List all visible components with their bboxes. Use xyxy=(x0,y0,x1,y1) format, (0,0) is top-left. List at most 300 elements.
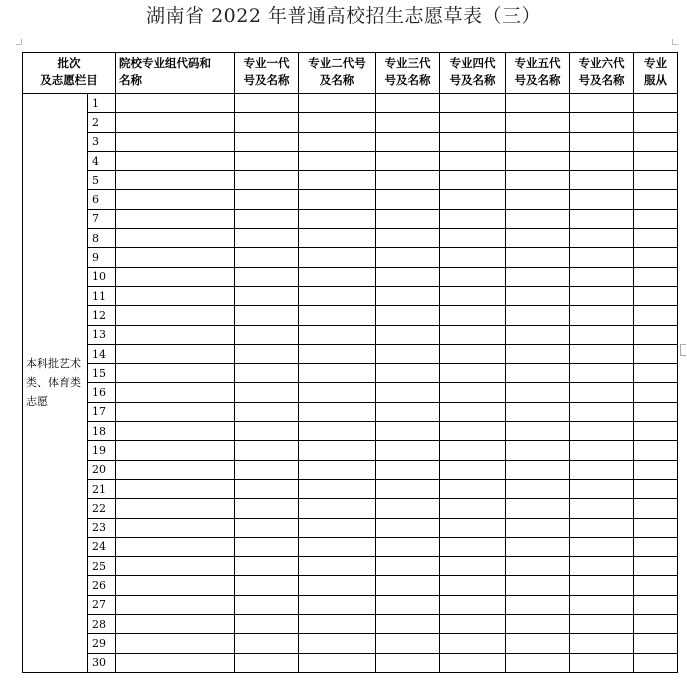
row-number: 26 xyxy=(88,576,116,595)
major2-cell[interactable] xyxy=(299,248,376,267)
major6-cell[interactable] xyxy=(570,306,634,325)
major3-cell[interactable] xyxy=(376,634,440,653)
row-number: 22 xyxy=(88,499,116,518)
major6-cell[interactable] xyxy=(570,499,634,518)
major3-cell[interactable] xyxy=(376,94,440,113)
school-cell[interactable] xyxy=(116,634,235,653)
school-cell[interactable] xyxy=(116,557,235,576)
major2-cell[interactable] xyxy=(299,479,376,498)
header-batch: 批次 及志愿栏目 xyxy=(23,53,116,94)
major6-cell[interactable] xyxy=(570,422,634,441)
school-cell[interactable] xyxy=(116,132,235,151)
obey-cell[interactable] xyxy=(634,518,678,537)
school-cell[interactable] xyxy=(116,576,235,595)
row-number: 23 xyxy=(88,518,116,537)
row-number: 7 xyxy=(88,209,116,228)
school-cell[interactable] xyxy=(116,460,235,479)
obey-cell[interactable] xyxy=(634,422,678,441)
major5-cell[interactable] xyxy=(506,229,570,248)
obey-cell[interactable] xyxy=(634,94,678,113)
table-row xyxy=(23,344,678,363)
major5-cell[interactable] xyxy=(506,402,570,421)
major4-cell[interactable] xyxy=(440,537,506,556)
obey-cell[interactable] xyxy=(634,441,678,460)
major1-cell[interactable] xyxy=(235,383,299,402)
obey-cell[interactable] xyxy=(634,402,678,421)
obey-cell[interactable] xyxy=(634,595,678,614)
major4-cell[interactable] xyxy=(440,595,506,614)
table-row xyxy=(23,576,678,595)
school-cell[interactable] xyxy=(116,325,235,344)
table-row xyxy=(23,267,678,286)
major6-cell[interactable] xyxy=(570,557,634,576)
major3-cell[interactable] xyxy=(376,267,440,286)
table-row xyxy=(23,209,678,228)
row-number: 30 xyxy=(88,653,116,672)
school-cell[interactable] xyxy=(116,344,235,363)
major3-cell[interactable] xyxy=(376,499,440,518)
table-row xyxy=(23,364,678,383)
major5-cell[interactable] xyxy=(506,499,570,518)
major1-cell[interactable] xyxy=(235,634,299,653)
row-number: 5 xyxy=(88,171,116,190)
major5-cell[interactable] xyxy=(506,615,570,634)
major3-cell[interactable] xyxy=(376,557,440,576)
header-major2: 专业二代号 及名称 xyxy=(299,53,376,94)
major2-cell[interactable] xyxy=(299,653,376,672)
table-row xyxy=(23,634,678,653)
major1-cell[interactable] xyxy=(235,229,299,248)
major5-cell[interactable] xyxy=(506,209,570,228)
crop-mark-top-right xyxy=(672,39,678,45)
school-cell[interactable] xyxy=(116,306,235,325)
obey-cell[interactable] xyxy=(634,364,678,383)
obey-cell[interactable] xyxy=(634,248,678,267)
major1-cell[interactable] xyxy=(235,267,299,286)
major4-cell[interactable] xyxy=(440,441,506,460)
major3-cell[interactable] xyxy=(376,132,440,151)
major4-cell[interactable] xyxy=(440,94,506,113)
row-number: 28 xyxy=(88,615,116,634)
obey-cell[interactable] xyxy=(634,383,678,402)
table-row xyxy=(23,286,678,305)
major1-cell[interactable] xyxy=(235,325,299,344)
table-row xyxy=(23,325,678,344)
header-major1: 专业一代 号及名称 xyxy=(235,53,299,94)
major5-cell[interactable] xyxy=(506,151,570,170)
major1-cell[interactable] xyxy=(235,151,299,170)
major1-cell[interactable] xyxy=(235,537,299,556)
major2-cell[interactable] xyxy=(299,460,376,479)
major4-cell[interactable] xyxy=(440,248,506,267)
major1-cell[interactable] xyxy=(235,94,299,113)
major6-cell[interactable] xyxy=(570,460,634,479)
header-major3: 专业三代 号及名称 xyxy=(376,53,440,94)
major1-cell[interactable] xyxy=(235,499,299,518)
table-row xyxy=(23,518,678,537)
major6-cell[interactable] xyxy=(570,286,634,305)
major3-cell[interactable] xyxy=(376,151,440,170)
school-cell[interactable] xyxy=(116,151,235,170)
major5-cell[interactable] xyxy=(506,557,570,576)
major5-cell[interactable] xyxy=(506,422,570,441)
obey-cell[interactable] xyxy=(634,499,678,518)
row-number: 29 xyxy=(88,634,116,653)
row-number: 14 xyxy=(88,344,116,363)
major1-cell[interactable] xyxy=(235,306,299,325)
major3-cell[interactable] xyxy=(376,518,440,537)
row-number: 6 xyxy=(88,190,116,209)
obey-cell[interactable] xyxy=(634,576,678,595)
major1-cell[interactable] xyxy=(235,557,299,576)
major5-cell[interactable] xyxy=(506,171,570,190)
major2-cell[interactable] xyxy=(299,132,376,151)
major2-cell[interactable] xyxy=(299,267,376,286)
major2-cell[interactable] xyxy=(299,286,376,305)
major6-cell[interactable] xyxy=(570,190,634,209)
table-row xyxy=(23,113,678,132)
major5-cell[interactable] xyxy=(506,576,570,595)
table-row xyxy=(23,383,678,402)
major6-cell[interactable] xyxy=(570,615,634,634)
row-number: 15 xyxy=(88,364,116,383)
obey-cell[interactable] xyxy=(634,325,678,344)
major3-cell[interactable] xyxy=(376,171,440,190)
major6-cell[interactable] xyxy=(570,537,634,556)
major6-cell[interactable] xyxy=(570,441,634,460)
major5-cell[interactable] xyxy=(506,325,570,344)
major2-cell[interactable] xyxy=(299,306,376,325)
major2-cell[interactable] xyxy=(299,422,376,441)
school-cell[interactable] xyxy=(116,402,235,421)
major6-cell[interactable] xyxy=(570,267,634,286)
obey-cell[interactable] xyxy=(634,653,678,672)
major6-cell[interactable] xyxy=(570,576,634,595)
major3-cell[interactable] xyxy=(376,344,440,363)
major6-cell[interactable] xyxy=(570,229,634,248)
major5-cell[interactable] xyxy=(506,286,570,305)
major3-cell[interactable] xyxy=(376,364,440,383)
major4-cell[interactable] xyxy=(440,383,506,402)
major3-cell[interactable] xyxy=(376,460,440,479)
school-cell[interactable] xyxy=(116,422,235,441)
major4-cell[interactable] xyxy=(440,634,506,653)
major3-cell[interactable] xyxy=(376,383,440,402)
major1-cell[interactable] xyxy=(235,209,299,228)
major4-cell[interactable] xyxy=(440,402,506,421)
obey-cell[interactable] xyxy=(634,209,678,228)
row-number: 3 xyxy=(88,132,116,151)
major5-cell[interactable] xyxy=(506,132,570,151)
major2-cell[interactable] xyxy=(299,557,376,576)
school-cell[interactable] xyxy=(116,615,235,634)
major4-cell[interactable] xyxy=(440,499,506,518)
major1-cell[interactable] xyxy=(235,171,299,190)
major3-cell[interactable] xyxy=(376,576,440,595)
obey-cell[interactable] xyxy=(634,557,678,576)
major1-cell[interactable] xyxy=(235,344,299,363)
major4-cell[interactable] xyxy=(440,229,506,248)
school-cell[interactable] xyxy=(116,479,235,498)
major6-cell[interactable] xyxy=(570,325,634,344)
major2-cell[interactable] xyxy=(299,615,376,634)
major3-cell[interactable] xyxy=(376,229,440,248)
header-obey: 专业 服从 xyxy=(634,53,678,94)
major4-cell[interactable] xyxy=(440,190,506,209)
table-row xyxy=(23,479,678,498)
page-title: 湖南省 2022 年普通高校招生志愿草表（三） xyxy=(146,5,541,27)
obey-cell[interactable] xyxy=(634,190,678,209)
major1-cell[interactable] xyxy=(235,615,299,634)
major4-cell[interactable] xyxy=(440,653,506,672)
major2-cell[interactable] xyxy=(299,94,376,113)
crop-mark-top-left xyxy=(16,39,22,45)
major5-cell[interactable] xyxy=(506,634,570,653)
row-number: 10 xyxy=(88,267,116,286)
category-cell: 本科批艺术类、体育类志愿 xyxy=(23,94,88,673)
major6-cell[interactable] xyxy=(570,248,634,267)
major3-cell[interactable] xyxy=(376,441,440,460)
school-cell[interactable] xyxy=(116,518,235,537)
major6-cell[interactable] xyxy=(570,209,634,228)
major3-cell[interactable] xyxy=(376,113,440,132)
major1-cell[interactable] xyxy=(235,248,299,267)
obey-cell[interactable] xyxy=(634,132,678,151)
table-row xyxy=(23,441,678,460)
major2-cell[interactable] xyxy=(299,209,376,228)
header-major4: 专业四代 号及名称 xyxy=(440,53,506,94)
major4-cell[interactable] xyxy=(440,364,506,383)
major2-cell[interactable] xyxy=(299,113,376,132)
major6-cell[interactable] xyxy=(570,113,634,132)
major1-cell[interactable] xyxy=(235,653,299,672)
obey-cell[interactable] xyxy=(634,151,678,170)
table-row xyxy=(23,537,678,556)
obey-cell[interactable] xyxy=(634,171,678,190)
major5-cell[interactable] xyxy=(506,267,570,286)
school-cell[interactable] xyxy=(116,441,235,460)
major3-cell[interactable] xyxy=(376,422,440,441)
school-cell[interactable] xyxy=(116,209,235,228)
major1-cell[interactable] xyxy=(235,364,299,383)
major1-cell[interactable] xyxy=(235,595,299,614)
obey-cell[interactable] xyxy=(634,286,678,305)
major3-cell[interactable] xyxy=(376,402,440,421)
major3-cell[interactable] xyxy=(376,190,440,209)
row-number: 8 xyxy=(88,229,116,248)
major1-cell[interactable] xyxy=(235,441,299,460)
major2-cell[interactable] xyxy=(299,344,376,363)
header-major5: 专业五代 号及名称 xyxy=(506,53,570,94)
row-number: 18 xyxy=(88,422,116,441)
school-cell[interactable] xyxy=(116,286,235,305)
school-cell[interactable] xyxy=(116,364,235,383)
obey-cell[interactable] xyxy=(634,306,678,325)
table-row xyxy=(23,190,678,209)
major2-cell[interactable] xyxy=(299,518,376,537)
row-number: 21 xyxy=(88,479,116,498)
major5-cell[interactable] xyxy=(506,479,570,498)
major3-cell[interactable] xyxy=(376,479,440,498)
major4-cell[interactable] xyxy=(440,267,506,286)
major2-cell[interactable] xyxy=(299,402,376,421)
major6-cell[interactable] xyxy=(570,479,634,498)
major4-cell[interactable] xyxy=(440,460,506,479)
major5-cell[interactable] xyxy=(506,383,570,402)
major4-cell[interactable] xyxy=(440,557,506,576)
major4-cell[interactable] xyxy=(440,151,506,170)
major1-cell[interactable] xyxy=(235,286,299,305)
school-cell[interactable] xyxy=(116,229,235,248)
major2-cell[interactable] xyxy=(299,364,376,383)
major3-cell[interactable] xyxy=(376,306,440,325)
major4-cell[interactable] xyxy=(440,479,506,498)
major1-cell[interactable] xyxy=(235,190,299,209)
major2-cell[interactable] xyxy=(299,190,376,209)
table-row xyxy=(23,460,678,479)
major3-cell[interactable] xyxy=(376,537,440,556)
major2-cell[interactable] xyxy=(299,499,376,518)
obey-cell[interactable] xyxy=(634,229,678,248)
application-form-table xyxy=(22,52,678,673)
major5-cell[interactable] xyxy=(506,595,570,614)
table-row xyxy=(23,306,678,325)
major2-cell[interactable] xyxy=(299,537,376,556)
major4-cell[interactable] xyxy=(440,518,506,537)
major3-cell[interactable] xyxy=(376,286,440,305)
major1-cell[interactable] xyxy=(235,460,299,479)
major4-cell[interactable] xyxy=(440,325,506,344)
major4-cell[interactable] xyxy=(440,615,506,634)
major5-cell[interactable] xyxy=(506,113,570,132)
major6-cell[interactable] xyxy=(570,94,634,113)
major4-cell[interactable] xyxy=(440,209,506,228)
school-cell[interactable] xyxy=(116,113,235,132)
major6-cell[interactable] xyxy=(570,402,634,421)
major5-cell[interactable] xyxy=(506,441,570,460)
obey-cell[interactable] xyxy=(634,113,678,132)
table-row xyxy=(23,653,678,672)
major2-cell[interactable] xyxy=(299,325,376,344)
major5-cell[interactable] xyxy=(506,518,570,537)
major3-cell[interactable] xyxy=(376,653,440,672)
major5-cell[interactable] xyxy=(506,248,570,267)
major5-cell[interactable] xyxy=(506,653,570,672)
major6-cell[interactable] xyxy=(570,653,634,672)
table-row xyxy=(23,422,678,441)
obey-cell[interactable] xyxy=(634,344,678,363)
margin-marker xyxy=(680,344,686,356)
major5-cell[interactable] xyxy=(506,460,570,479)
obey-cell[interactable] xyxy=(634,615,678,634)
major5-cell[interactable] xyxy=(506,94,570,113)
table-row xyxy=(23,151,678,170)
major2-cell[interactable] xyxy=(299,171,376,190)
major6-cell[interactable] xyxy=(570,151,634,170)
major3-cell[interactable] xyxy=(376,209,440,228)
major2-cell[interactable] xyxy=(299,576,376,595)
major5-cell[interactable] xyxy=(506,306,570,325)
major3-cell[interactable] xyxy=(376,615,440,634)
major6-cell[interactable] xyxy=(570,634,634,653)
school-cell[interactable] xyxy=(116,383,235,402)
major5-cell[interactable] xyxy=(506,344,570,363)
major6-cell[interactable] xyxy=(570,171,634,190)
school-cell[interactable] xyxy=(116,171,235,190)
major3-cell[interactable] xyxy=(376,248,440,267)
row-number: 16 xyxy=(88,383,116,402)
major1-cell[interactable] xyxy=(235,132,299,151)
major2-cell[interactable] xyxy=(299,229,376,248)
major4-cell[interactable] xyxy=(440,113,506,132)
major4-cell[interactable] xyxy=(440,576,506,595)
school-cell[interactable] xyxy=(116,94,235,113)
major3-cell[interactable] xyxy=(376,325,440,344)
obey-cell[interactable] xyxy=(634,267,678,286)
row-number: 27 xyxy=(88,595,116,614)
major2-cell[interactable] xyxy=(299,383,376,402)
table-row xyxy=(23,615,678,634)
school-cell[interactable] xyxy=(116,267,235,286)
major2-cell[interactable] xyxy=(299,595,376,614)
table-row xyxy=(23,595,678,614)
major5-cell[interactable] xyxy=(506,537,570,556)
table-row xyxy=(23,171,678,190)
obey-cell[interactable] xyxy=(634,634,678,653)
major1-cell[interactable] xyxy=(235,518,299,537)
major2-cell[interactable] xyxy=(299,441,376,460)
major3-cell[interactable] xyxy=(376,595,440,614)
major2-cell[interactable] xyxy=(299,151,376,170)
school-cell[interactable] xyxy=(116,190,235,209)
major1-cell[interactable] xyxy=(235,113,299,132)
major1-cell[interactable] xyxy=(235,402,299,421)
major2-cell[interactable] xyxy=(299,634,376,653)
row-number: 17 xyxy=(88,402,116,421)
obey-cell[interactable] xyxy=(634,479,678,498)
school-cell[interactable] xyxy=(116,595,235,614)
school-cell[interactable] xyxy=(116,537,235,556)
major4-cell[interactable] xyxy=(440,171,506,190)
major4-cell[interactable] xyxy=(440,422,506,441)
major6-cell[interactable] xyxy=(570,344,634,363)
major1-cell[interactable] xyxy=(235,422,299,441)
obey-cell[interactable] xyxy=(634,537,678,556)
obey-cell[interactable] xyxy=(634,460,678,479)
major6-cell[interactable] xyxy=(570,383,634,402)
major4-cell[interactable] xyxy=(440,344,506,363)
row-number: 11 xyxy=(88,286,116,305)
table-row xyxy=(23,557,678,576)
row-number: 24 xyxy=(88,537,116,556)
school-cell[interactable] xyxy=(116,653,235,672)
major6-cell[interactable] xyxy=(570,364,634,383)
major4-cell[interactable] xyxy=(440,306,506,325)
school-cell[interactable] xyxy=(116,499,235,518)
major6-cell[interactable] xyxy=(570,518,634,537)
major5-cell[interactable] xyxy=(506,190,570,209)
major6-cell[interactable] xyxy=(570,132,634,151)
major1-cell[interactable] xyxy=(235,576,299,595)
table-row xyxy=(23,499,678,518)
table-body xyxy=(23,94,678,673)
major6-cell[interactable] xyxy=(570,595,634,614)
major4-cell[interactable] xyxy=(440,286,506,305)
major4-cell[interactable] xyxy=(440,132,506,151)
school-cell[interactable] xyxy=(116,248,235,267)
major5-cell[interactable] xyxy=(506,364,570,383)
major1-cell[interactable] xyxy=(235,479,299,498)
